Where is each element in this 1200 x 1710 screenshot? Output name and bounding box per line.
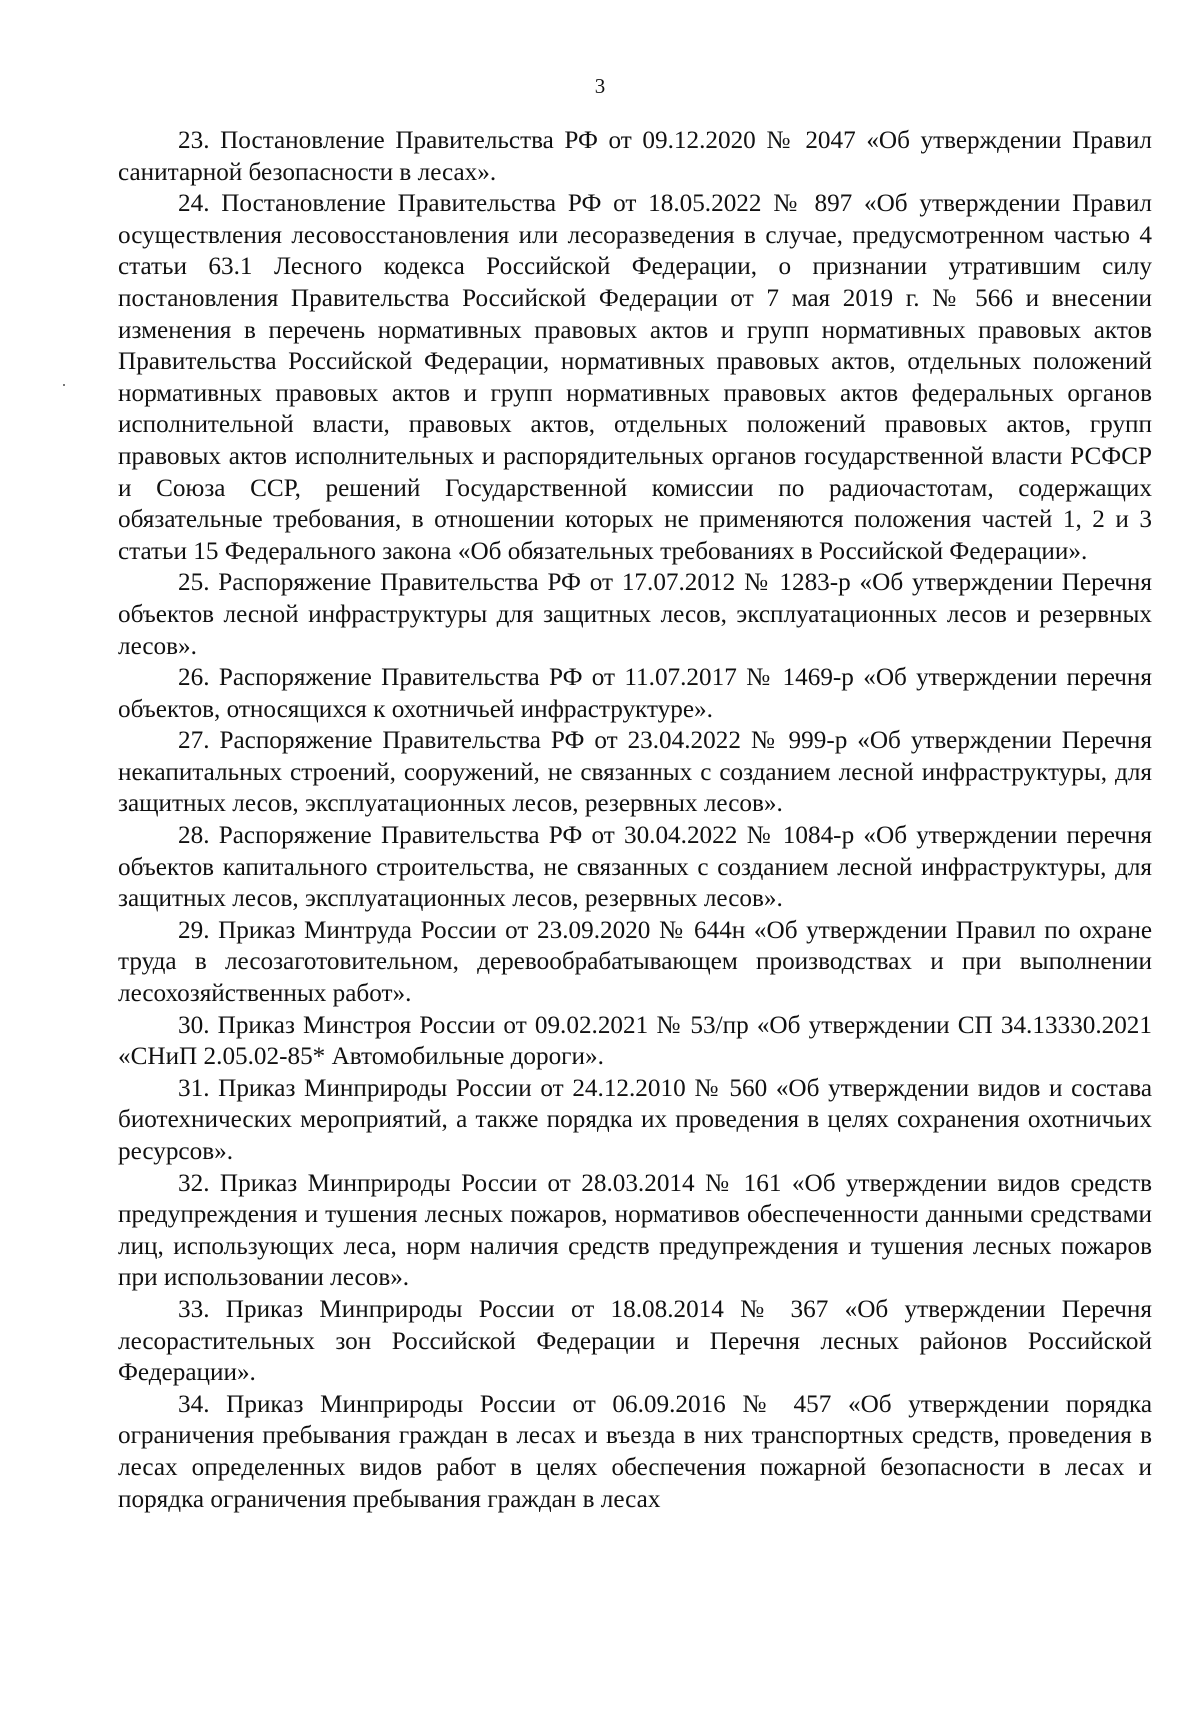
list-item-30: 30. Приказ Минстроя России от 09.02.2021 № 53/пр «Об утверждении СП 34.13330.2021 «СНиП 2.05.02-85* Автомобильные дороги».: [118, 1011, 1152, 1071]
list-item-32: 32. Приказ Минприроды России от 28.03.2014 № 161 «Об утверждении видов средств предупреждения и тушения лесных пожаров, нормативов обеспеченности данными средствами лиц, использующих леса, норм наличия средств предупреждения и тушения лесных пожаров при использовании лесов».: [118, 1169, 1152, 1292]
page-number: 3: [594, 74, 606, 98]
list-item-25: 25. Распоряжение Правительства РФ от 17.07.2012 № 1283-р «Об утверждении Перечня объектов лесной инфраструктуры для защитных лесов, эксплуатационных лесов и резервных лесов».: [118, 569, 1152, 660]
list-item-27: 27. Распоряжение Правительства РФ от 23.04.2022 № 999-р «Об утверждении Перечня некапитальных строений, сооружений, не связанных с созданием лесной инфраструктуры, для защитных лесов, эксплуатационных лесов, резервных лесов».: [118, 727, 1152, 818]
list-item-33: 33. Приказ Минприроды России от 18.08.2014 № 367 «Об утверждении Перечня лесорастительных зон Российской Федерации и Перечня лесных районов Российской Федерации».: [118, 1295, 1152, 1387]
list-item-28: 28. Распоряжение Правительства РФ от 30.04.2022 № 1084-р «Об утверждении перечня объектов капитального строительства, не связанных с созданием лесной инфраструктуры, для защитных лесов, эксплуатационных лесов, резервных лесов».: [118, 822, 1152, 913]
list-item-29: 29. Приказ Минтруда России от 23.09.2020 № 644н «Об утверждении Правил по охране труда в лесозаготовительном, деревообрабатывающем производствах и при выполнении лесохозяйственных работ».: [118, 916, 1152, 1008]
list-item-24: 24. Постановление Правительства РФ от 18.05.2022 № 897 «Об утверждении Правил осуществления лесовосстановления или лесоразведения в случае, предусмотренном частью 4 статьи 63.1 Лесного кодекса Российской Федерации, о признании утратившим силу постановления Правительства Российской Федерации от 7 мая 2019 г. № 566 и внесении изменения в перечень нормативных правовых актов и групп нормативных правовых актов Правительства Российской Федерации, нормативных правовых актов, отдельных положений нормативных правовых актов и групп нормативных правовых актов федеральных органов исполнительной власти, правовых актов, отдельных положений правовых актов, групп правовых актов исполнительных и распорядительных органов государственной власти РСФСР и Союза ССР, решений Государственной комиссии по радиочастотам, содержащих обязательные требования, в отношении которых не применяются положения частей 1, 2 и 3 статьи 15 Федерального закона «Об обязательных требованиях в Российской Федерации».: [118, 190, 1152, 565]
list-item-26: 26. Распоряжение Правительства РФ от 11.07.2017 № 1469-р «Об утверждении перечня объектов, относящихся к охотничьей инфраструктуре».: [118, 664, 1152, 723]
list-item-34: 34. Приказ Минприроды России от 06.09.2016 № 457 «Об утверждении порядка ограничения пребывания граждан в лесах и въезда в них транспортных средств, проведения в лесах определенных видов работ в целях обеспечения пожарной безопасности в лесах и порядка ограничения пребывания граждан в лесах: [118, 1390, 1152, 1513]
document-body: [118, 125, 1152, 1515]
list-item-31: 31. Приказ Минприроды России от 24.12.2010 № 560 «Об утверждении видов и состава биотехнических мероприятий, а также порядка их проведения в целях сохранения охотничьих ресурсов».: [118, 1074, 1152, 1165]
scan-speck: [63, 384, 65, 386]
list-item-23: 23. Постановление Правительства РФ от 09.12.2020 № 2047 «Об утверждении Правил санитарной безопасности в лесах».: [118, 127, 1152, 186]
